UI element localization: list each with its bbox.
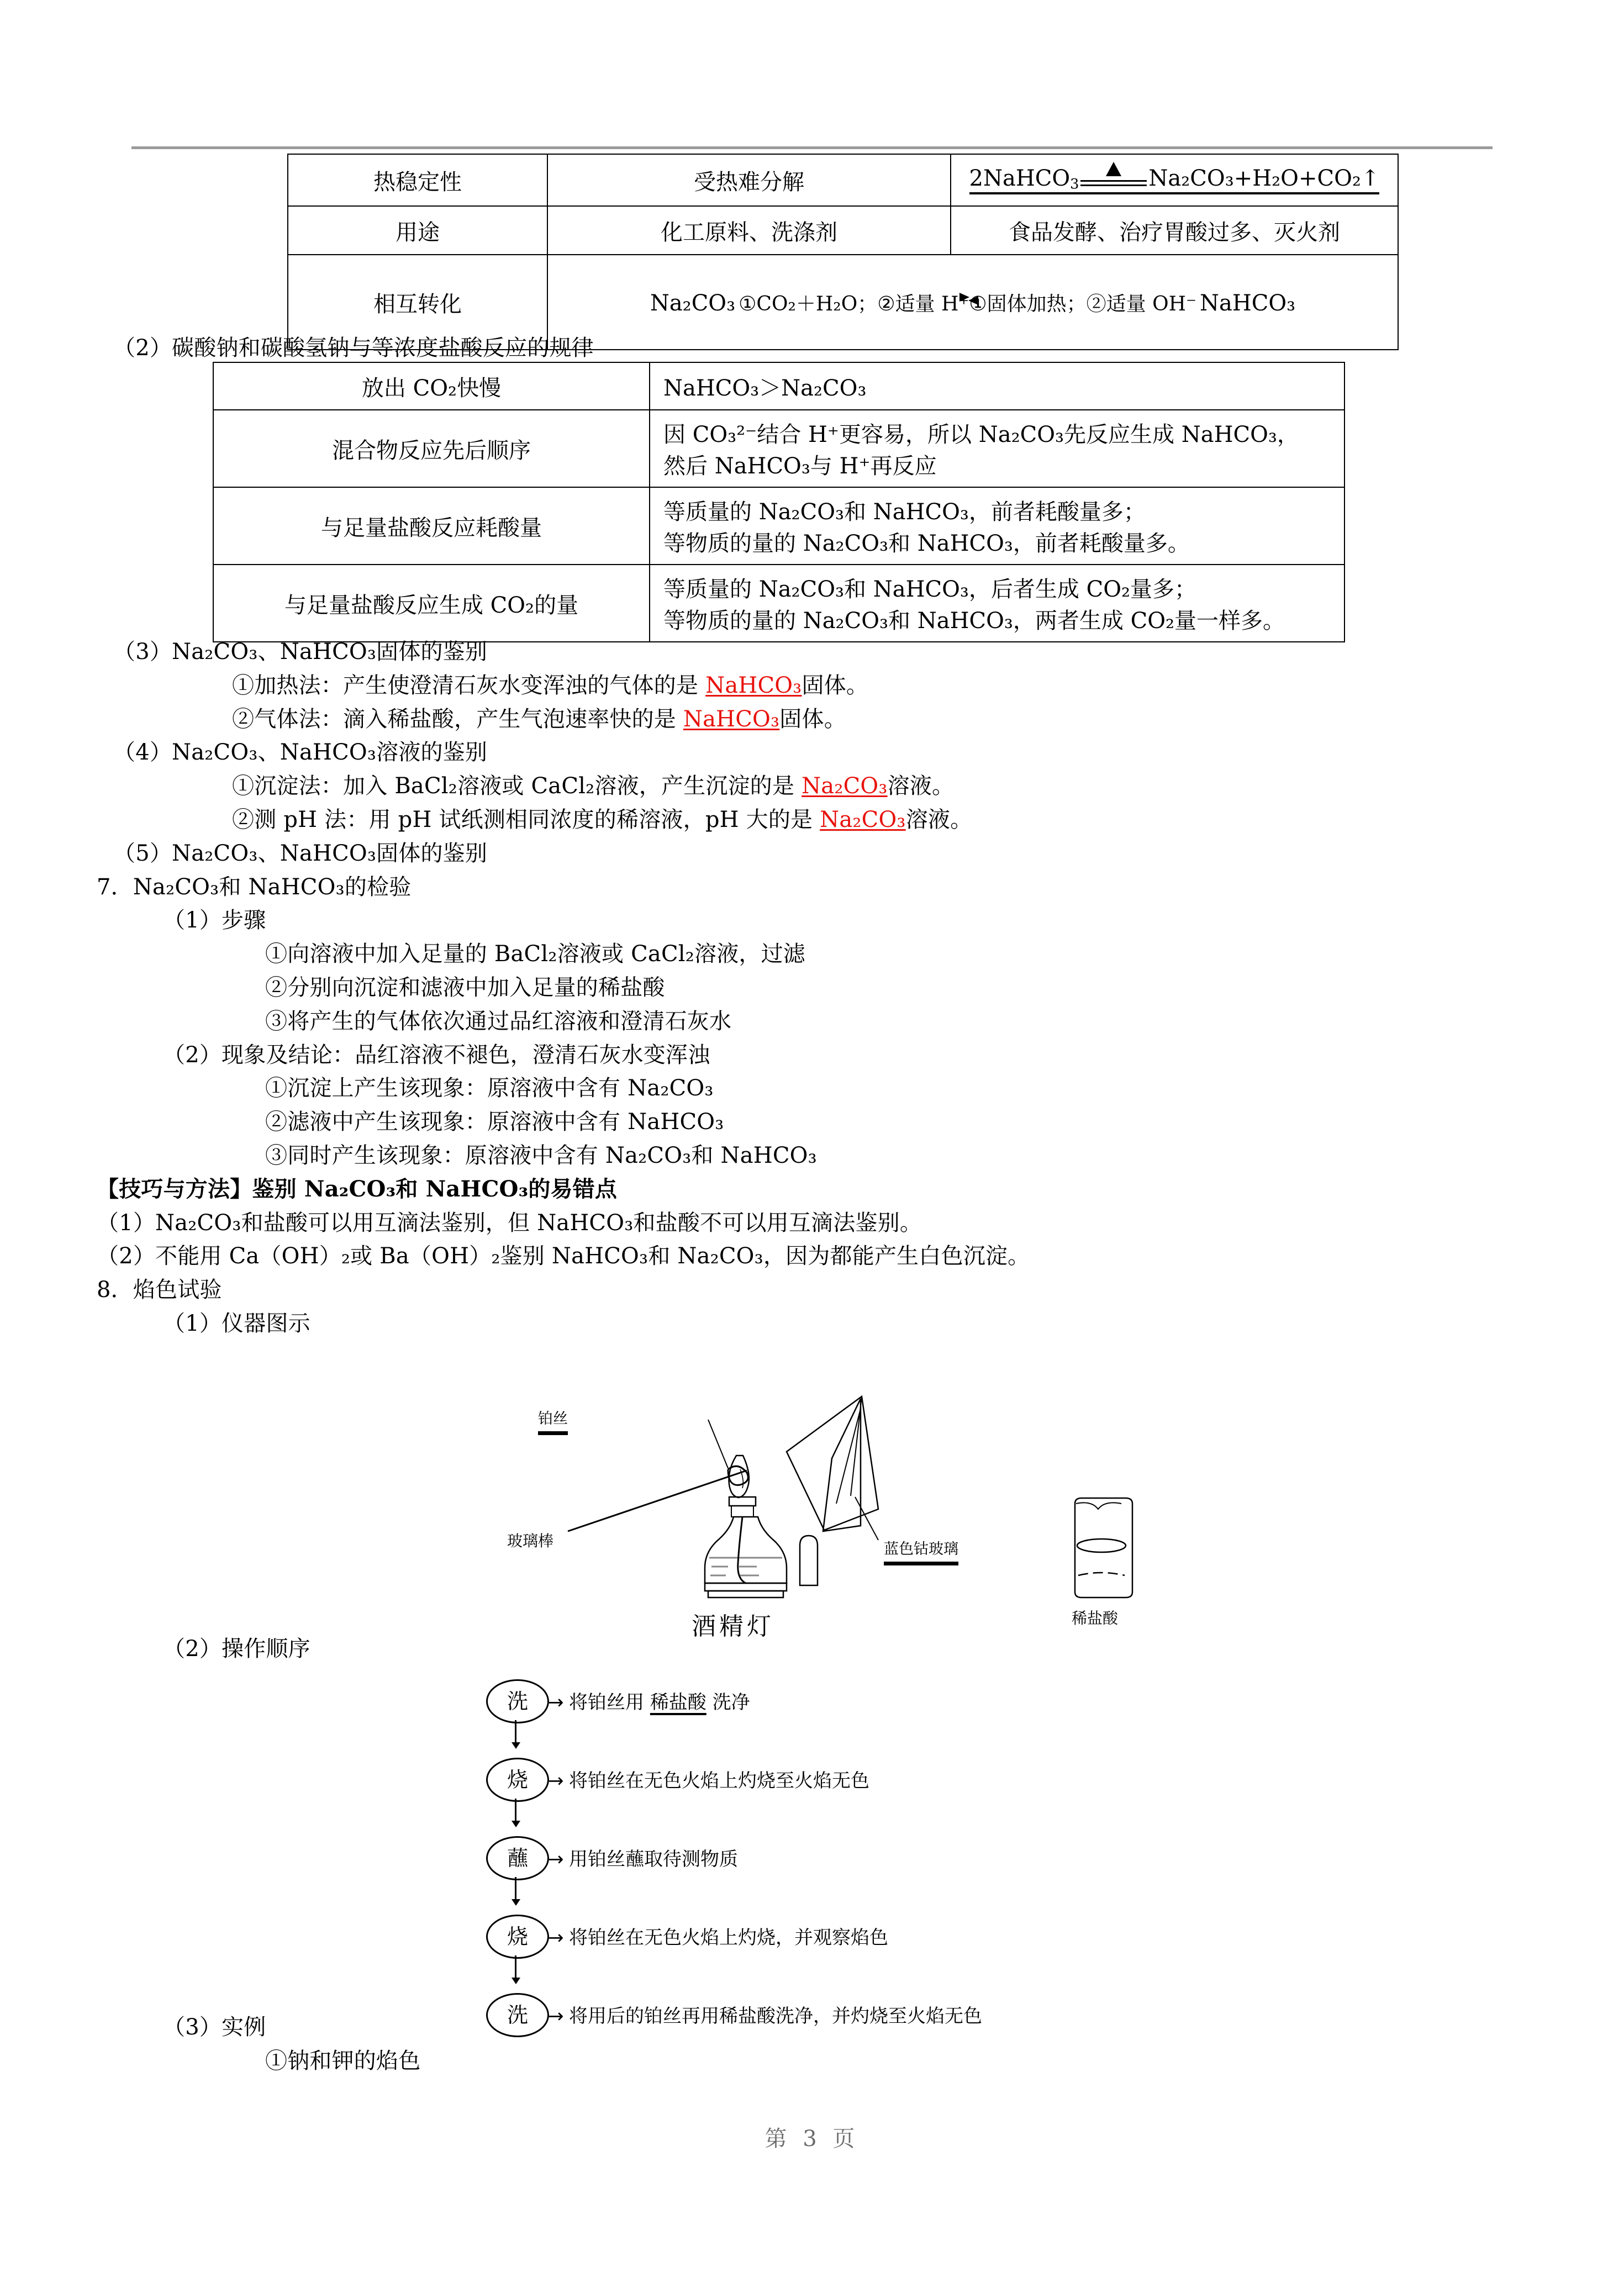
flow-arrow-icon: → [548,1848,564,1870]
flow-arrow-icon: → [548,1927,564,1949]
row-label-uses: 用途 [288,206,547,255]
flow-step-4-text: 将铂丝在无色火焰上灼烧，并观察焰色 [569,1927,888,1949]
section4-item-1 [232,769,1624,803]
item-text-after: 固体。 [779,706,846,732]
cell-co2-release-rate [650,362,1344,410]
flow-connector-arrow [515,1877,516,1904]
flow-circle-burn-2: 烧 [486,1915,549,1959]
cell-line: 等物质的量的 Na₂CO₃和 NaHCO₃，前者耗酸量多。 [663,531,1190,556]
properties-table [287,154,1399,350]
flow-connector-arrow [515,1720,516,1747]
flow-step-3-text: 用铂丝蘸取待测物质 [569,1848,738,1870]
section7-sub1-item-2: ②分别向沉淀和滤液中加入足量的稀盐酸 [265,974,665,1000]
apparatus-diagram-svg [497,1386,1215,1679]
equation-left-term: 2NaHCO [969,166,1071,191]
section8-sub2-heading: （2）操作顺序 [163,1636,310,1662]
cell-interconversion-equation [547,255,1398,350]
item-text-after: 溶液。 [905,806,973,832]
section7-sub2-heading: （2）现象及结论：品红溶液不褪色，澄清石灰水变浑浊 [163,1042,710,1068]
flow-arrow-icon: → [548,2005,564,2027]
section8-sub3-heading: （3）实例 [163,2015,266,2040]
row-label-thermal-stability: 热稳定性 [288,154,547,206]
tips-heading: 【技巧与方法】鉴别 Na₂CO₃和 NaHCO₃的易错点 [97,1175,618,1202]
hcl-reaction-rules-table [213,362,1345,642]
heat-arrow-icon [1080,170,1147,191]
section7-sub1-heading: （1）步骤 [163,908,266,934]
section4-item-2 [232,803,1624,837]
flow-step-3 [486,1836,1370,1887]
flow-circle-dip: 蘸 [486,1836,549,1880]
flow-step-5-text: 将用后的铂丝再用稀盐酸洗净，并灼烧至火焰无色 [569,2005,982,2027]
equation-right-terms: Na₂CO₃+H₂O+CO₂↑ [1148,166,1380,191]
row-label-co2-amount: 与足量盐酸反应生成 CO₂的量 [213,565,650,642]
table-row [288,206,1398,255]
cell-line: 然后 NaHCO₃与 H⁺再反应 [663,454,937,479]
flow-step-1-text [569,1687,750,1714]
cell-nahco3-thermal-equation [951,154,1398,206]
flow-circle-wash-2: 洗 [486,1993,549,2037]
flow-circle-burn: 烧 [486,1758,549,1802]
flow-text-after: 洗净 [706,1691,750,1714]
cell-line: 因 CO₃²⁻结合 H⁺更容易，所以 Na₂CO₃先反应生成 NaHCO₃， [663,422,1299,447]
row-label-acid-consumption: 与足量盐酸反应耗酸量 [213,487,650,565]
conversion-right-species: NaHCO₃ [1200,290,1296,316]
cell-na2co3-thermal: 受热难分解 [547,154,951,206]
flow-step-2 [486,1758,1370,1809]
section8-sub3 [0,2011,420,2078]
cell-line: 等质量的 Na₂CO₃和 NaHCO₃，前者耗酸量多； [663,499,1146,525]
flow-step-5 [486,1993,1370,2044]
item-text-before: ①加热法：产生使澄清石灰水变浑浊的气体的是 [232,672,706,698]
flow-step-4 [486,1915,1370,1965]
cell-acid-consumption [650,487,1344,565]
highlighted-answer: NaHCO₃ [683,706,780,732]
highlighted-answer: NaHCO₃ [705,672,802,698]
section2-heading: （2）碳酸钠和碳酸氢钠与等浓度盐酸反应的规律 [113,335,594,361]
conversion-condition-reverse: ①固体加热；②适量 OH⁻ [969,292,1196,315]
row-label-reaction-order: 混合物反应先后顺序 [213,410,650,487]
reversible-arrow-group [739,291,1196,316]
cell-line: 等物质的量的 Na₂CO₃和 NaHCO₃，两者生成 CO₂量一样多。 [663,608,1285,634]
item-text-after: 固体。 [802,672,869,698]
section5-heading: （5）Na₂CO₃、NaHCO₃固体的鉴别 [113,840,488,866]
highlighted-answer: Na₂CO₃ [820,806,906,832]
identification-sections [0,635,1624,1341]
section7-sub2-item-2: ②滤液中产生该现象：原溶液中含有 NaHCO₃ [265,1109,724,1135]
flow-step-2-text: 将铂丝在无色火焰上灼烧至火焰无色 [569,1770,869,1792]
highlighted-answer: Na₂CO₃ [802,773,888,799]
flame-test-apparatus-figure [497,1386,1215,1679]
flow-circle-wash: 洗 [486,1679,549,1723]
item-text-after: 溶液。 [887,773,955,799]
operation-sequence-flowchart [486,1679,1370,2044]
flow-text-before: 将铂丝用 [569,1691,650,1714]
table-row [288,154,1398,206]
cell-line: 等质量的 Na₂CO₃和 NaHCO₃，后者生成 CO₂量多； [663,577,1197,602]
table-row [213,410,1344,487]
table-row [213,565,1344,642]
conversion-left-species: Na₂CO₃ [650,290,736,316]
decomposition-equation [969,166,1380,194]
section3-item-1 [232,669,1624,703]
item-text-before: ①沉淀法：加入 BaCl₂溶液或 CaCl₂溶液，产生沉淀的是 [232,773,802,799]
section7-sub1-item-1: ①向溶液中加入足量的 BaCl₂溶液或 CaCl₂溶液，过滤 [265,941,805,967]
section3-item-2 [232,703,1624,736]
flow-text-underlined: 稀盐酸 [650,1691,706,1714]
header-separator-rule [131,146,1493,149]
section7-heading: 7．Na₂CO₃和 NaHCO₃的检验 [97,874,412,900]
conversion-condition-forward: ①CO₂＋H₂O；②适量 H⁺ [739,292,969,315]
flow-arrow-icon: → [548,1770,564,1792]
cell-nahco3-uses: 食品发酵、治疗胃酸过多、灭火剂 [951,206,1398,255]
cell-line: NaHCO₃＞Na₂CO₃ [663,375,867,401]
row-label-co2-release-rate: 放出 CO₂快慢 [213,362,650,410]
section7-sub2-item-3: ③同时产生该现象：原溶液中含有 Na₂CO₃和 NaHCO₃ [265,1142,817,1168]
flow-arrow-icon: → [548,1691,564,1714]
label-cobalt-glass: 蓝色钴玻璃 [884,1537,958,1565]
item-text-before: ②气体法：滴入稀盐酸，产生气泡速率快的是 [232,706,683,732]
flow-step-1 [486,1679,1370,1730]
label-glass-rod: 玻璃棒 [507,1532,554,1550]
flow-connector-arrow [515,1799,516,1825]
tips-item-1: （1）Na₂CO₃和盐酸可以用互滴法鉴别，但 NaHCO₃和盐酸不可以用互滴法鉴别。 [97,1210,922,1236]
cell-reaction-order [650,410,1344,487]
label-platinum-wire: 铂丝 [538,1406,568,1435]
table-row [213,362,1344,410]
equation-left-subscript: 3 [1070,176,1079,193]
label-alcohol-lamp: 酒精灯 [692,1612,774,1641]
flow-connector-arrow [515,1955,516,1982]
section8-heading: 8．焰色试验 [97,1277,222,1303]
item-text-before: ②测 pH 法：用 pH 试纸测相同浓度的稀溶液，pH 大的是 [232,806,820,832]
cell-co2-amount [650,565,1344,642]
row-label-interconversion: 相互转化 [288,255,547,350]
section3-heading: （3）Na₂CO₃、NaHCO₃固体的鉴别 [113,639,488,665]
label-dilute-hcl: 稀盐酸 [1072,1609,1119,1627]
table-row [213,487,1344,565]
page-footer: 第 3 页 [764,2126,860,2152]
section4-heading: （4）Na₂CO₃、NaHCO₃溶液的鉴别 [113,740,488,766]
section7-sub1-item-3: ③将产生的气体依次通过品红溶液和澄清石灰水 [265,1008,732,1034]
section7-sub2-item-1: ①沉淀上产生该现象：原溶液中含有 Na₂CO₃ [265,1076,714,1101]
tips-item-2: （2）不能用 Ca（OH）₂或 Ba（OH）₂鉴别 NaHCO₃和 Na₂CO₃，因为都能产生白色沉淀。 [97,1243,1030,1269]
cell-na2co3-uses: 化工原料、洗涤剂 [547,206,951,255]
section8-sub3-item-1: ①钠和钾的焰色 [265,2048,421,2074]
section8-sub1-heading: （1）仪器图示 [163,1310,310,1336]
